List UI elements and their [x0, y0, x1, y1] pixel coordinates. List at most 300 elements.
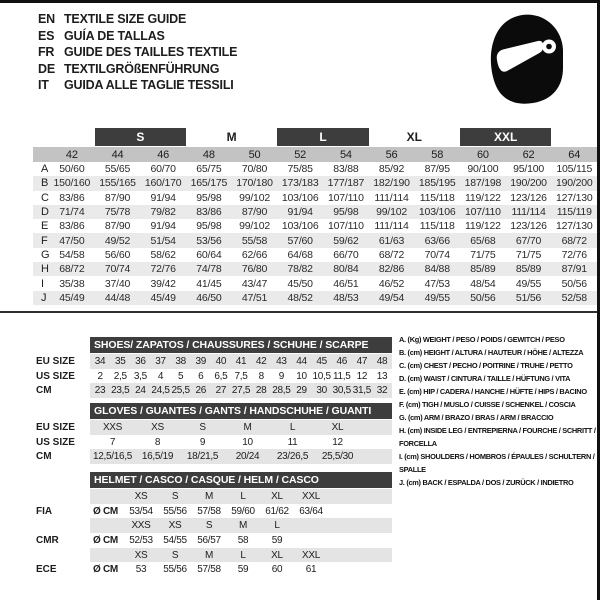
measurement-cell: 83/88: [333, 163, 359, 176]
measurement-cell: 127/130: [555, 191, 593, 204]
measurement-cell: 62/66: [241, 248, 268, 261]
measurement-cell: 119/122: [464, 191, 501, 204]
row-label: EU SIZE: [36, 421, 75, 433]
column-header-cell: 50: [248, 148, 261, 161]
measurement-cell: 71/75: [470, 248, 496, 261]
unit-label: Ø CM: [93, 564, 118, 576]
measurement-cell: 123/126: [510, 220, 547, 233]
measurement-cell: 52/58: [561, 291, 587, 304]
gloves-table: [36, 403, 392, 464]
language-row: [38, 44, 237, 61]
measurement-cell: 46/51: [333, 277, 359, 290]
value-cell: 56/57: [197, 534, 221, 546]
measurement-cell: 87/90: [104, 191, 131, 204]
table-row: [36, 420, 392, 435]
measurement-row: [33, 205, 597, 219]
language-title: TEXTILGRÖßENFÜHRUNG: [64, 61, 220, 76]
measurement-cell: 95/98: [196, 220, 222, 233]
value-cell: 28: [255, 385, 267, 397]
table-title-gutter: [36, 403, 90, 419]
measurement-cell: 58/62: [150, 248, 176, 261]
measurement-cell: 115/118: [419, 220, 455, 233]
measurement-cell: 51/56: [515, 291, 542, 304]
measurement-cell: 79/82: [150, 206, 176, 219]
measurement-cell: 103/106: [281, 191, 319, 204]
size-cell: L: [240, 490, 246, 502]
row-label: CM: [36, 451, 52, 463]
measurement-cell: 84/88: [424, 263, 450, 276]
measurement-cell: 68/72: [378, 248, 405, 261]
top-border: [0, 0, 600, 3]
measurement-cell: 123/126: [510, 191, 547, 204]
row-label-empty: [36, 548, 90, 563]
legend-item: C. (cm) CHEST / PECHO / POITRINE / TRUHE / PETTO: [399, 361, 573, 370]
size-cell: S: [205, 520, 213, 532]
value-cell: 47: [356, 355, 368, 367]
language-row: [38, 61, 237, 78]
measurement-cell: 71/75: [515, 248, 542, 261]
measurement-cell: 87/91: [561, 263, 587, 276]
value-cell: 13: [376, 370, 388, 382]
table-row: [36, 383, 392, 398]
value-cell: 39: [195, 355, 207, 367]
measurement-cell: 45/49: [59, 291, 85, 304]
row-values: [90, 504, 392, 519]
value-cell: 11: [287, 436, 298, 448]
measurement-cell: 55/58: [241, 234, 268, 247]
measurement-cell: 70/74: [104, 263, 131, 276]
size-cell: S: [171, 490, 179, 502]
measurement-cell: 107/110: [327, 220, 364, 233]
value-cell: 32: [376, 385, 388, 397]
table-title-row: [36, 403, 392, 419]
value-cell: 9: [199, 436, 206, 448]
value-cell: 6: [198, 370, 204, 382]
table-title: SHOES/ ZAPATOS / CHAUSSURES / SCHUHE / SCARPE: [90, 337, 392, 353]
language-title: GUIDA ALLE TAGLIE TESSILI: [64, 78, 234, 93]
row-letter: F: [41, 234, 48, 247]
value-cell: S: [199, 421, 206, 433]
measurement-cell: 155/165: [99, 177, 136, 190]
size-cell: XS: [168, 520, 182, 532]
measurement-cell: 74/78: [196, 263, 222, 276]
row-label: ECE: [36, 564, 57, 576]
value-cell: 5: [178, 370, 184, 382]
helmet-value-row: [36, 562, 392, 577]
size-group-cell: L: [277, 128, 368, 146]
size-group-cell: XL: [406, 130, 422, 144]
measurement-cell: 57/60: [287, 234, 313, 247]
measurement-cell: 182/190: [373, 177, 410, 190]
value-cell: 8: [154, 436, 161, 448]
measurement-cell: 190/200: [510, 177, 547, 190]
column-header-cell: 60: [476, 148, 489, 161]
table-title-row: [36, 337, 392, 353]
measurement-cell: 99/102: [239, 191, 270, 204]
size-cell: XXS: [131, 520, 151, 532]
value-cell: 55/56: [163, 564, 187, 576]
measurement-cell: 99/102: [376, 206, 407, 219]
size-cell: XXL: [301, 549, 320, 561]
value-cell: XXS: [102, 421, 123, 433]
row-values: [90, 518, 392, 533]
value-cell: M: [243, 421, 252, 433]
column-header-cell: 48: [202, 148, 215, 161]
row-label: FIA: [36, 505, 53, 517]
measurement-cell: 47/53: [424, 277, 450, 290]
measurement-cell: 63/66: [424, 234, 450, 247]
table-row: [36, 435, 392, 450]
measurement-cell: 65/75: [196, 163, 222, 176]
measurement-cell: 115/119: [556, 206, 592, 219]
measurement-cell: 39/42: [150, 277, 176, 290]
column-header-cell: 58: [431, 148, 444, 161]
value-cell: 59: [237, 564, 249, 576]
measurement-cell: 35/38: [59, 277, 85, 290]
value-cell: 44: [296, 355, 307, 367]
value-cell: 59/60: [231, 505, 255, 517]
measurement-cell: 95/98: [333, 206, 359, 219]
value-cell: 3,5: [133, 370, 147, 382]
helmet-size-row: [36, 518, 392, 533]
value-cell: 63/64: [299, 505, 323, 517]
size-group-cell: [551, 128, 597, 146]
measurement-row: [33, 176, 597, 190]
size-cell: L: [240, 549, 246, 561]
value-cell: 61/62: [265, 505, 289, 517]
measurement-cell: 65/68: [470, 234, 496, 247]
value-cell: 26: [195, 385, 207, 397]
helmet-size-table: [36, 472, 392, 577]
measurement-cell: 48/54: [470, 277, 496, 290]
measurement-cell: 61/63: [378, 234, 405, 247]
measurement-cell: 177/187: [327, 177, 365, 190]
value-cell: 35: [114, 355, 126, 367]
row-label: CM: [36, 385, 52, 397]
value-cell: 53/54: [129, 505, 153, 517]
value-cell: 10: [296, 370, 307, 382]
measurement-cell: 45/50: [287, 277, 313, 290]
language-code: FR: [38, 45, 55, 60]
measurement-cell: 85/92: [378, 163, 405, 176]
measurement-cell: 78/82: [287, 263, 313, 276]
measurement-cell: 55/65: [104, 163, 131, 176]
language-row: [38, 77, 237, 94]
measurement-cell: 90/100: [467, 163, 499, 176]
measurement-cell: 50/56: [561, 277, 587, 290]
value-cell: 52/53: [129, 534, 153, 546]
value-cell: 42: [255, 355, 267, 367]
row-letter: B: [41, 177, 49, 190]
legend-item: D. (cm) WAIST / CINTURA / TAILLE / HÜFTUNG / VITA: [399, 374, 571, 383]
measurement-cell: 83/86: [59, 220, 85, 233]
measurement-cell: 53/56: [196, 234, 222, 247]
legend-item: B. (cm) HEIGHT / ALTURA / HAUTEUR / HÖHE / ALTEZZA: [399, 348, 584, 357]
row-values: [90, 562, 392, 577]
measurement-cell: 59/62: [333, 234, 359, 247]
measurement-cell: 185/195: [418, 177, 456, 190]
language-code: IT: [38, 78, 49, 93]
measurement-cell: 91/94: [150, 220, 176, 233]
value-cell: 10: [242, 436, 253, 448]
value-cell: 4: [157, 370, 164, 382]
measurement-cell: 49/54: [378, 291, 405, 304]
shoes-table: [36, 337, 392, 398]
value-cell: 30: [316, 385, 327, 397]
row-letter: G: [41, 248, 50, 261]
measurement-cell: 46/50: [196, 291, 222, 304]
measurement-cell: 82/86: [378, 263, 405, 276]
measurement-row: [33, 219, 597, 233]
table-title: HELMET / CASCO / CASQUE / HELM / CASCO: [90, 472, 392, 488]
size-cell: XS: [134, 490, 148, 502]
measurement-cell: 95/100: [513, 163, 545, 176]
measurement-cell: 70/74: [424, 248, 450, 261]
measurement-cell: 160/170: [144, 177, 182, 190]
measurement-row: [33, 248, 597, 262]
measurement-cell: 119/122: [464, 220, 501, 233]
measurement-cell: 150/160: [53, 177, 91, 190]
table-title-gutter: [36, 472, 90, 488]
legend-item: H. (cm) INSIDE LEG / ENTREPIERNA / FOURCHE / SCHRITT / FORCELLA: [399, 426, 596, 448]
measurement-cell: 87/90: [241, 206, 268, 219]
legend: [399, 333, 597, 489]
legend-item: F. (cm) TIGH / MUSLO / CUISSE / SCHENKEL / COSCIA: [399, 400, 576, 409]
column-header-cell: 54: [339, 148, 352, 161]
measurement-cell: 111/114: [374, 220, 409, 233]
language-code: DE: [38, 61, 55, 76]
row-letter: A: [41, 163, 49, 176]
table-row: [36, 354, 392, 369]
measurement-cell: 70/80: [241, 163, 268, 176]
value-cell: 16,5/19: [141, 451, 174, 463]
measurement-cell: 187/198: [464, 177, 502, 190]
value-cell: 54/55: [163, 534, 187, 546]
legend-item: I. (cm) SHOULDERS / HOMBROS / ÉPAULES / SCHULTERN / SPALLE: [399, 452, 595, 474]
main-size-table: [33, 128, 597, 305]
value-cell: 27,5: [231, 385, 251, 397]
value-cell: 2,5: [113, 370, 127, 382]
value-cell: 9: [278, 370, 284, 382]
value-cell: 29: [296, 385, 307, 397]
value-cell: 8: [258, 370, 264, 382]
row-values: [90, 489, 392, 504]
row-letter: I: [41, 277, 44, 290]
language-title: GUIDE DES TAILLES TEXTILE: [64, 45, 238, 60]
value-cell: 43: [276, 355, 287, 367]
value-cell: 55/56: [163, 505, 187, 517]
value-cell: 28,5: [272, 385, 291, 397]
row-label: US SIZE: [36, 370, 75, 382]
row-values: [90, 435, 392, 450]
measurement-cell: 68/72: [561, 234, 587, 247]
table-row: [36, 369, 392, 384]
measurement-cell: 68/72: [59, 263, 85, 276]
size-cell: L: [274, 520, 280, 532]
language-code: EN: [38, 12, 55, 26]
row-values: [90, 383, 392, 398]
measurement-cell: 103/106: [281, 220, 319, 233]
value-cell: 6,5: [214, 370, 228, 382]
value-cell: 24,5: [151, 385, 170, 397]
value-cell: 41: [235, 355, 247, 367]
row-letter: E: [41, 220, 49, 233]
measurement-row: [33, 233, 597, 247]
value-cell: 60: [271, 564, 283, 576]
measurement-cell: 49/55: [424, 291, 450, 304]
measurement-cell: 111/114: [511, 206, 546, 219]
row-values: [90, 548, 392, 563]
table-title-gutter: [36, 337, 90, 353]
size-group-spacer: [33, 128, 49, 146]
language-title: TEXTILE SIZE GUIDE: [64, 12, 187, 26]
language-code: ES: [38, 28, 55, 43]
measurement-cell: 91/94: [150, 191, 176, 204]
measurement-cell: 83/86: [59, 191, 85, 204]
size-group-row: [33, 128, 597, 146]
row-label-empty: [36, 518, 90, 533]
separator-line: [0, 311, 597, 313]
value-cell: 23: [94, 385, 106, 397]
measurement-cell: 66/70: [333, 248, 359, 261]
row-values: [90, 420, 392, 435]
column-header-cell: 46: [157, 148, 170, 161]
size-group-cell: [49, 128, 95, 146]
measurement-cell: 85/89: [515, 263, 542, 276]
value-cell: 57/58: [197, 505, 221, 517]
measurement-cell: 51/54: [150, 234, 176, 247]
row-letter: H: [41, 263, 49, 276]
helmet-size-row: [36, 548, 392, 563]
row-values: [90, 533, 392, 548]
measurement-cell: 83/86: [196, 206, 222, 219]
measurement-cell: 41/45: [196, 277, 222, 290]
column-header-cell: 52: [294, 148, 307, 161]
measurement-cell: 75/85: [287, 163, 313, 176]
row-letter: D: [41, 206, 49, 219]
measurement-cell: 72/76: [150, 263, 176, 276]
value-cell: 2: [97, 370, 103, 382]
value-cell: L: [289, 421, 296, 433]
value-cell: 61: [305, 564, 317, 576]
value-cell: 36: [135, 355, 146, 367]
measurement-cell: 95/98: [196, 191, 222, 204]
measurement-cell: 87/90: [104, 220, 131, 233]
measurement-cell: 75/78: [104, 206, 131, 219]
column-header-cell: 64: [568, 148, 581, 161]
value-cell: 20/24: [235, 451, 260, 463]
value-cell: 24: [135, 385, 146, 397]
helmet-size-row: [36, 489, 392, 504]
measurement-cell: 43/47: [241, 277, 268, 290]
value-cell: 12: [356, 370, 368, 382]
column-header-row: [33, 147, 597, 162]
value-cell: 25,5: [171, 385, 190, 397]
value-cell: 12: [332, 436, 343, 448]
column-header-cell: 62: [522, 148, 535, 161]
measurement-row: [33, 262, 597, 276]
measurement-cell: 64/68: [287, 248, 313, 261]
legend-item: G. (cm) ARM / BRAZO / BRAS / ARM / BRACCIO: [399, 413, 554, 422]
value-cell: 7,5: [234, 370, 248, 382]
measurement-cell: 105/115: [556, 163, 593, 176]
measurement-cell: 50/56: [470, 291, 496, 304]
helmet-value-row: [36, 504, 392, 519]
value-cell: 7: [109, 436, 116, 448]
size-cell: XL: [271, 549, 283, 561]
language-title: GUÍA DE TALLAS: [64, 28, 165, 43]
value-cell: 23,5: [111, 385, 130, 397]
value-cell: 25,5/30: [321, 451, 354, 463]
measurement-cell: 165/175: [190, 177, 228, 190]
measurement-cell: 60/64: [196, 248, 222, 261]
measurement-cell: 46/52: [378, 277, 405, 290]
measurement-cell: 107/110: [464, 206, 501, 219]
measurement-cell: 54/58: [59, 248, 85, 261]
size-cell: XXL: [301, 490, 320, 502]
measurement-cell: 71/74: [59, 206, 85, 219]
row-values: [90, 449, 392, 464]
size-cell: M: [204, 490, 214, 502]
measurement-cell: 173/183: [281, 177, 319, 190]
size-cell: M: [204, 549, 214, 561]
size-cell: XS: [134, 549, 148, 561]
measurement-row: [33, 291, 597, 305]
measurement-cell: 99/102: [239, 220, 270, 233]
row-letter: C: [41, 191, 49, 204]
measurement-cell: 60/70: [150, 163, 176, 176]
measurement-row: [33, 276, 597, 290]
value-cell: 59: [271, 534, 283, 546]
unit-label: Ø CM: [93, 505, 118, 517]
measurement-cell: 45/49: [150, 291, 176, 304]
measurement-cell: 49/52: [104, 234, 131, 247]
table-row: [36, 449, 392, 464]
size-cell: S: [171, 549, 179, 561]
value-cell: 30,5: [332, 385, 351, 397]
measurement-cell: 85/89: [470, 263, 496, 276]
legend-item: E. (cm) HIP / CADERA / HANCHE / HÜFTE / HIPS / BACINO: [399, 387, 587, 396]
value-cell: 53: [135, 564, 147, 576]
column-header-cell: 42: [65, 148, 78, 161]
table-title-row: [36, 472, 392, 488]
value-cell: 40: [215, 355, 227, 367]
size-group-cell: S: [95, 128, 186, 146]
size-group-cell: XXL: [460, 128, 551, 146]
value-cell: 48: [376, 355, 388, 367]
measurement-cell: 44/48: [104, 291, 131, 304]
measurement-cell: 76/80: [241, 263, 268, 276]
table-title: GLOVES / GUANTES / GANTS / HANDSCHUHE / GUANTI: [90, 403, 392, 419]
row-letter: J: [41, 291, 47, 304]
size-group-cell: M: [226, 130, 237, 144]
measurement-row: [33, 162, 597, 176]
column-header-cell: 56: [385, 148, 398, 161]
value-cell: 34: [94, 355, 106, 367]
measurement-cell: 48/53: [333, 291, 359, 304]
row-values: [90, 354, 392, 369]
value-cell: 27: [215, 385, 227, 397]
value-cell: XS: [151, 421, 164, 433]
row-label-empty: [36, 489, 90, 504]
column-header-cell: 44: [111, 148, 124, 161]
measurement-cell: 47/51: [241, 291, 268, 304]
value-cell: 38: [175, 355, 186, 367]
row-label: US SIZE: [36, 436, 75, 448]
measurement-cell: 37/40: [104, 277, 131, 290]
language-list: [38, 11, 237, 94]
measurement-row: [33, 191, 597, 205]
